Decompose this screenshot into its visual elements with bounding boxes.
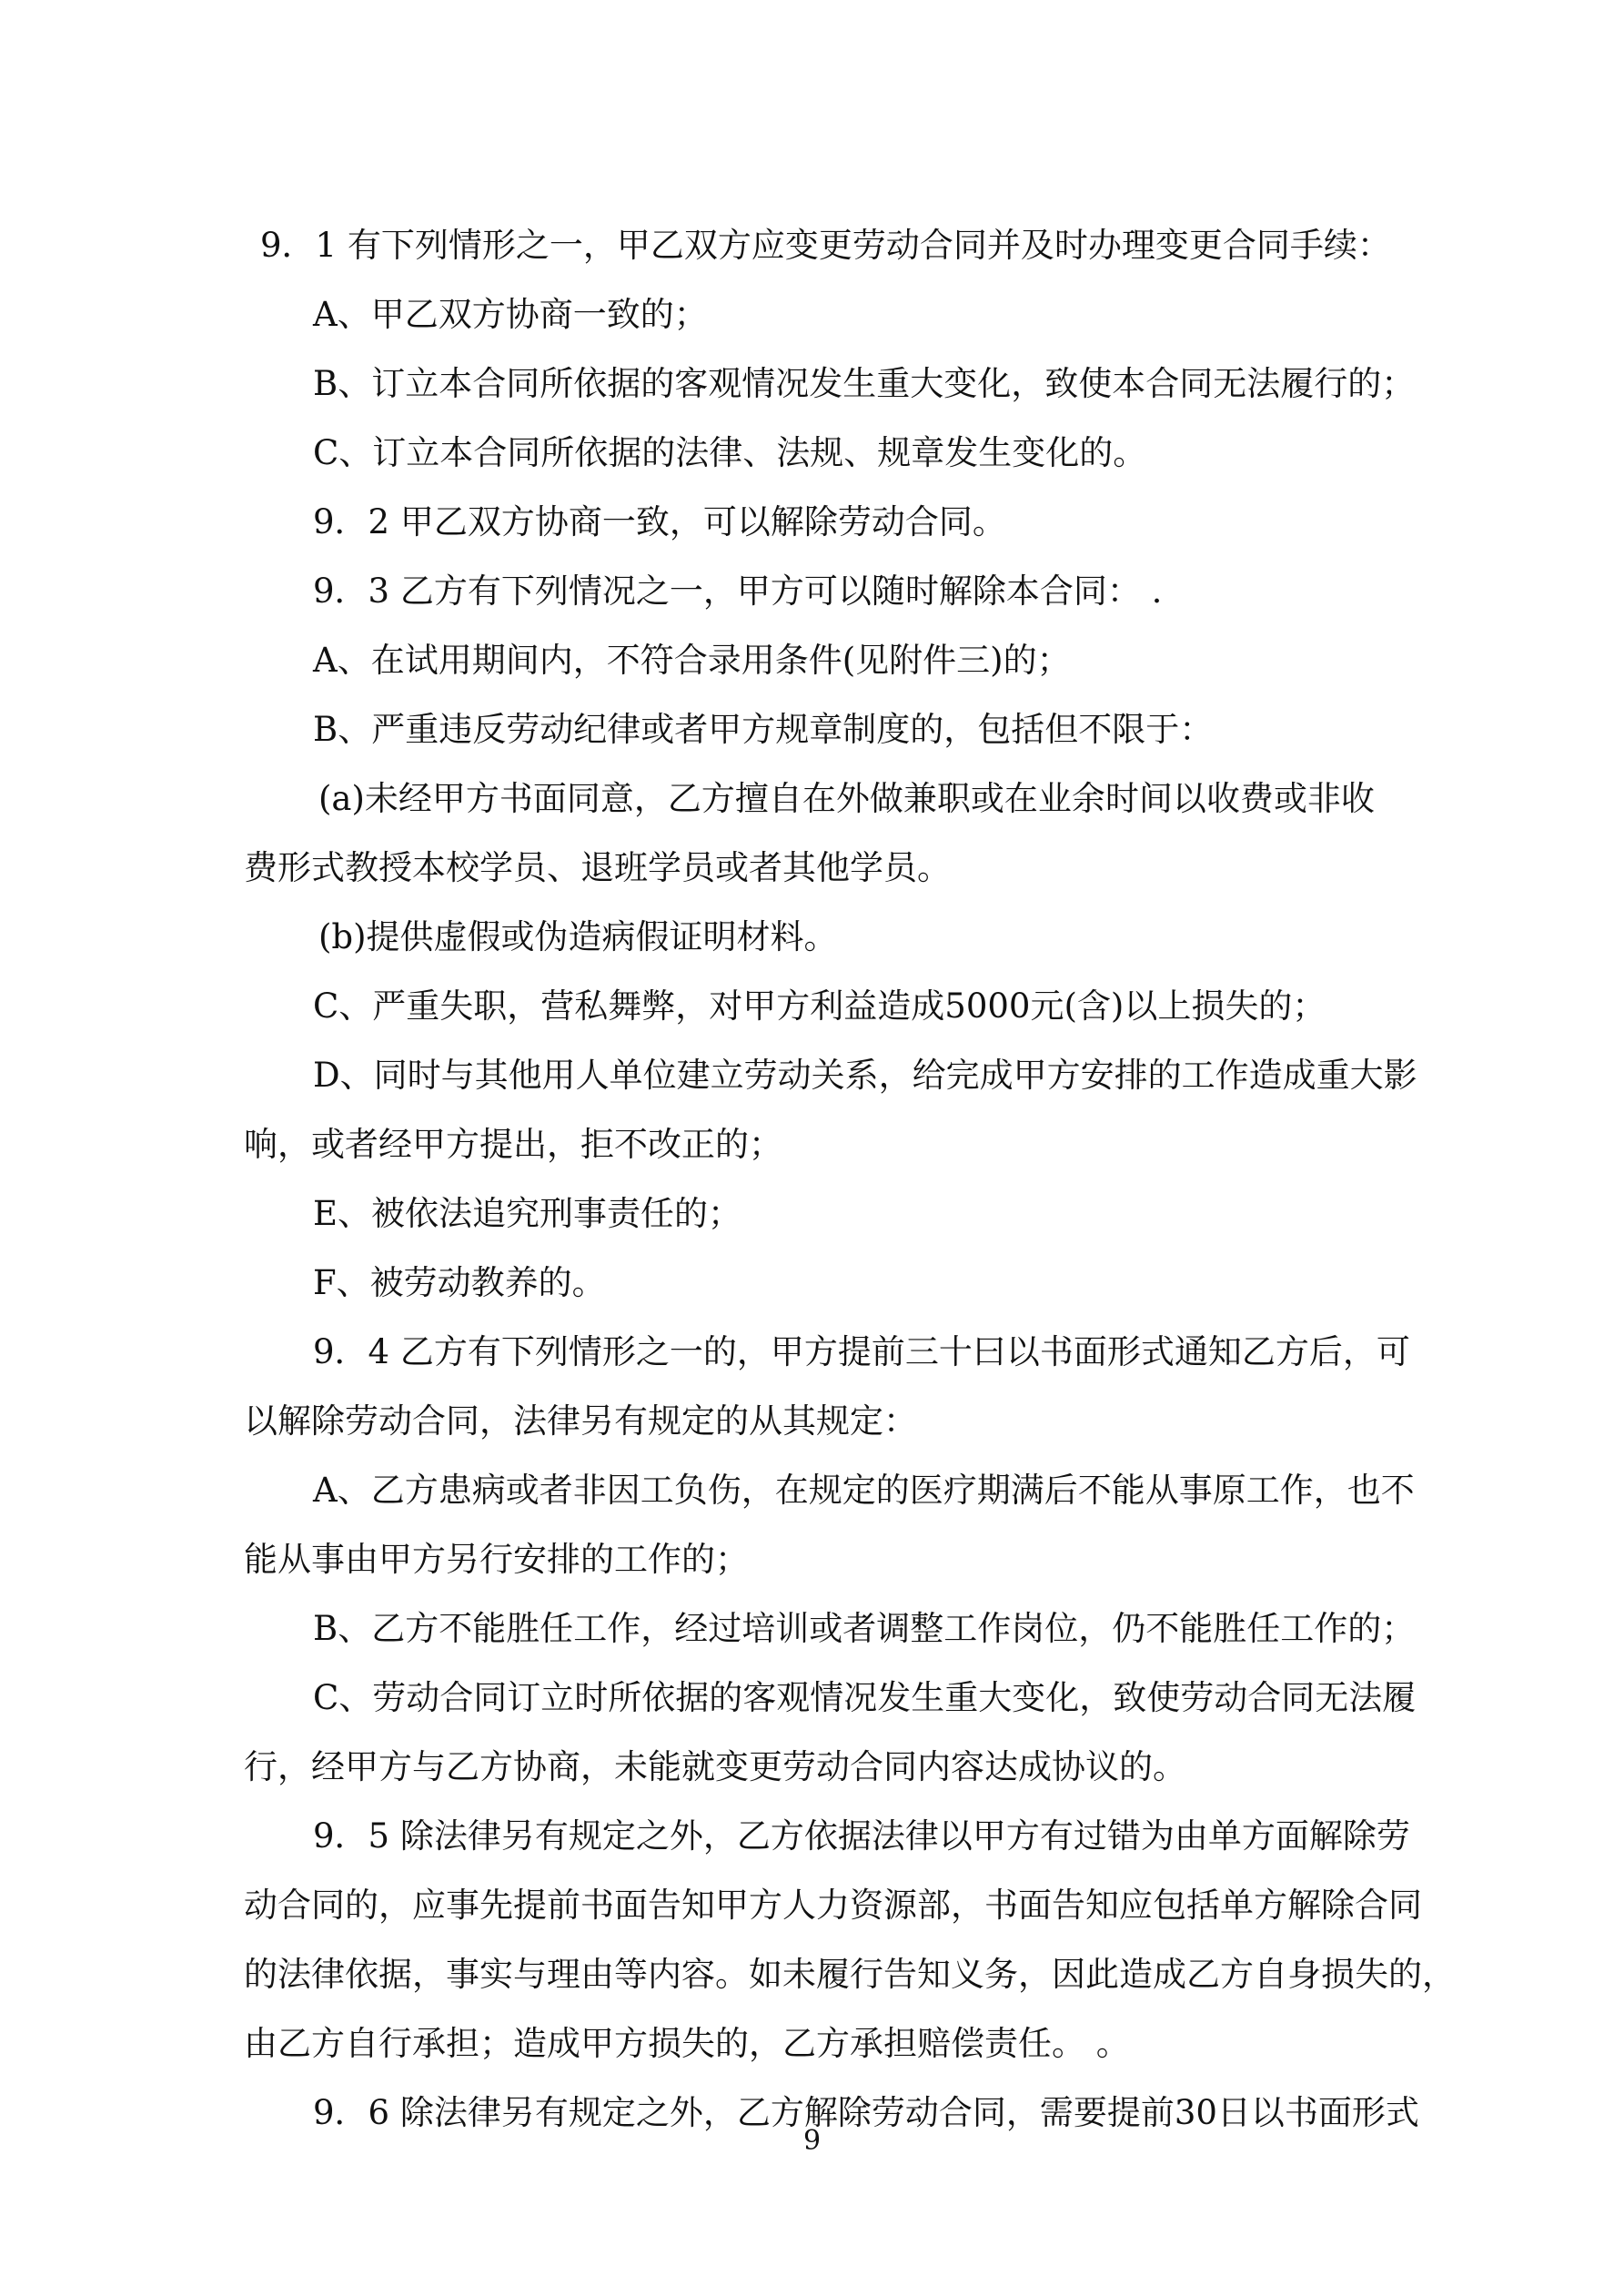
text-line: B、严重违反劳动纪律或者甲方规章制度的，包括但不限于： xyxy=(313,710,1214,749)
text-line: D、同时与其他用人单位建立劳动关系，给完成甲方安排的工作造成重大影 xyxy=(313,1056,1417,1095)
text-line: B、订立本合同所依据的客观情况发生重大变化，致使本合同无法履行的； xyxy=(313,364,1416,403)
text-line: C、劳动合同订立时所依据的客观情况发生重大变化，致使劳动合同无法履 xyxy=(313,1678,1417,1717)
text-line: 费形式教授本校学员、退班学员或者其他学员。 xyxy=(244,848,951,887)
text-line: 9．3 乙方有下列情况之一，甲方可以随时解除本合同： . xyxy=(313,571,1163,611)
text-line: B、乙方不能胜任工作，经过培训或者调整工作岗位，仍不能胜任工作的； xyxy=(313,1609,1416,1648)
text-line: 9．5 除法律另有规定之外，乙方依据法律以甲方有过错为由单方面解除劳 xyxy=(313,1816,1410,1856)
body-text xyxy=(244,211,1456,2148)
text-line: 能从事由甲方另行安排的工作的； xyxy=(244,1540,749,1579)
text-line: C、严重失职，营私舞弊，对甲方利益造成5000元(含)以上损失的； xyxy=(313,986,1326,1026)
text-line: 行，经甲方与乙方协商，未能就变更劳动合同内容达成协议的。 xyxy=(244,1747,1186,1786)
text-line: 9．4 乙方有下列情形之一的，甲方提前三十曰以书面形式通知乙方后，可 xyxy=(313,1332,1410,1371)
text-line: A、在试用期间内，不符合录用条件(见附件三)的； xyxy=(313,641,1071,680)
text-line: 以解除劳动合同，法律另有规定的从其规定： xyxy=(244,1401,917,1441)
text-line: (a)未经甲方书面同意，乙方擅自在外做兼职或在业余时间以收费或非收 xyxy=(318,779,1375,818)
text-line: 9．6 除法律另有规定之外，乙方解除劳动合同，需要提前30日以书面形式 xyxy=(313,2093,1419,2132)
text-line: E、被依法追究刑事责任的； xyxy=(313,1194,742,1233)
text-line: A、乙方患病或者非因工负伤，在规定的医疗期满后不能从事原工作，也不 xyxy=(313,1471,1415,1510)
page-number: 9 xyxy=(802,2125,822,2157)
text-line: F、被劳动教养的。 xyxy=(313,1263,606,1302)
text-line: 的法律依据，事实与理由等内容。如未履行告知义务，因此造成乙方自身损失的， xyxy=(244,1955,1456,1994)
text-line: 响，或者经甲方提出，拒不改正的； xyxy=(244,1125,782,1164)
text-line: A、甲乙双方协商一致的； xyxy=(313,295,708,334)
text-line: 9．2 甲乙双方协商一致，可以解除劳动合同。 xyxy=(313,502,1006,541)
text-line: 动合同的，应事先提前书面告知甲方人力资源部，书面告知应包括单方解除合同 xyxy=(244,1886,1422,1925)
text-line: 由乙方自行承担；造成甲方损失的，乙方承担赔偿责任。 。 xyxy=(244,2024,1130,2063)
text-line: (b)提供虚假或伪造病假证明材料。 xyxy=(318,917,838,956)
text-line: C、订立本合同所依据的法律、法规、规章发生变化的。 xyxy=(313,433,1147,472)
text-line: 9．1 有下列情形之一，甲乙双方应变更劳动合同并及时办理变更合同手续： xyxy=(260,226,1391,265)
